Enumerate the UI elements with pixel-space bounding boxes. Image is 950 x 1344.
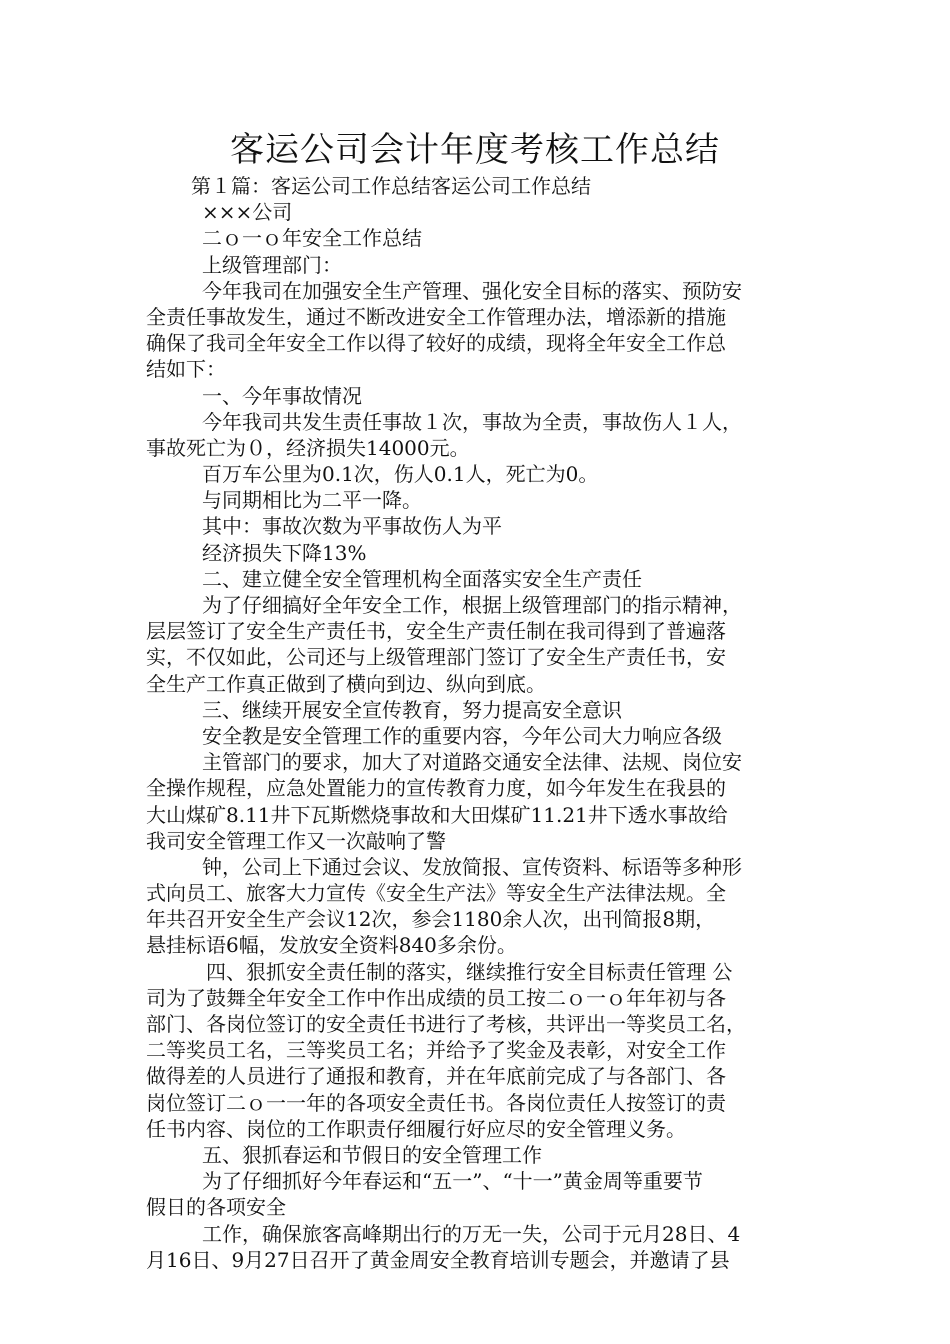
paragraph-line: 经济损失下降13%: [202, 540, 367, 565]
paragraph-line: 二ｏ一ｏ年安全工作总结: [202, 226, 422, 251]
paragraph-line: 大山煤矿8.11井下瓦斯燃烧事故和大田煤矿11.21井下透水事故给: [146, 802, 728, 827]
paragraph-line: 假日的各项安全: [146, 1195, 286, 1220]
section-heading: 三、继续开展安全宣传教育，努力提高安全意识: [202, 697, 622, 722]
paragraph-line: 全生产工作真正做到了横向到边、纵向到底。: [146, 671, 546, 696]
paragraph-line: 二等奖员工名，三等奖员工名；并给予了奖金及表彰，对安全工作: [146, 1038, 726, 1063]
paragraph-line: 为了仔细搞好全年安全工作，根据上级管理部门的指示精神，: [202, 593, 742, 617]
paragraph-line: 月16日、9月27日召开了黄金周安全教育培训专题会，并邀请了县: [146, 1247, 730, 1272]
paragraph-line: 年共召开安全生产会议12次，参会1180余人次，出刊简报8期，: [146, 907, 716, 932]
paragraph-line: 部门、各岗位签订的安全责任书进行了考核，共评出一等奖员工名，: [146, 1012, 746, 1036]
paragraph-line: 任书内容、岗位的工作职责仔细履行好应尽的安全管理义务。: [146, 1116, 686, 1141]
paragraph-line: 安全教是安全管理工作的重要内容，今年公司大力响应各级: [202, 723, 722, 748]
section-heading: 五、狠抓春运和节假日的安全管理工作: [202, 1142, 542, 1167]
paragraph-line: 工作，确保旅客高峰期出行的万无一失，公司于元月28日、4: [202, 1221, 741, 1246]
paragraph-line: 确保了我司全年安全工作以得了较好的成绩，现将全年安全工作总: [146, 331, 726, 356]
paragraph-line: 今年我司共发生责任事故１次，事故为全责，事故伤人１人，: [202, 409, 742, 434]
paragraph-line: 全操作规程，应急处置能力的宣传教育力度，如今年发生在我县的: [146, 776, 726, 801]
paragraph-line: 其中：事故次数为平事故伤人为平: [202, 514, 502, 539]
section-heading: 四、狠抓安全责任制的落实，继续推行安全目标责任管理 公: [206, 959, 733, 984]
paragraph-line: 式向员工、旅客大力宣传《安全生产法》等安全生产法律法规。全: [146, 881, 726, 906]
paragraph-line: 结如下：: [146, 357, 226, 382]
paragraph-line: 第１篇：客运公司工作总结客运公司工作总结: [191, 174, 591, 198]
paragraph-line: 钟，公司上下通过会议、发放简报、宣传资料、标语等多种形: [202, 854, 742, 879]
paragraph-line: 全责任事故发生，通过不断改进安全工作管理办法，增添新的措施: [146, 304, 726, 329]
paragraph-line: 今年我司在加强安全生产管理、强化安全目标的落实、预防安: [202, 278, 742, 303]
paragraph-line: 为了仔细抓好今年春运和“五一”、“十一”黄金周等重要节: [202, 1169, 703, 1194]
paragraph-line: 悬挂标语6幅，发放安全资料840多余份。: [146, 933, 517, 958]
paragraph-line: 百万车公里为0.1次，伤人0.1人，死亡为0。: [202, 462, 599, 487]
paragraph-line: 上级管理部门：: [202, 252, 342, 277]
paragraph-line: 与同期相比为二平一降。: [202, 488, 422, 513]
document-title: 客运公司会计年度考核工作总结: [230, 130, 720, 170]
paragraph-line: 层层签订了安全生产责任书，安全生产责任制在我司得到了普遍落: [146, 619, 726, 644]
paragraph-line: 岗位签订二ｏ一一年的各项安全责任书。各岗位责任人按签订的责: [146, 1090, 726, 1115]
paragraph-line: 做得差的人员进行了通报和教育，并在年底前完成了与各部门、各: [146, 1064, 726, 1089]
paragraph-line: 主管部门的要求，加大了对道路交通安全法律、法规、岗位安: [202, 750, 742, 775]
paragraph-line: 实，不仅如此，公司还与上级管理部门签订了安全生产责任书，安: [146, 645, 726, 670]
paragraph-line: ×××公司: [202, 200, 293, 225]
paragraph-line: 我司安全管理工作又一次敲响了警: [146, 828, 446, 853]
paragraph-line: 司为了鼓舞全年安全工作中作出成绩的员工按二ｏ一ｏ年年初与各: [146, 985, 726, 1010]
document-body: [146, 173, 816, 1273]
section-heading: 一、今年事故情况: [202, 383, 362, 408]
section-heading: 二、建立健全安全管理机构全面落实安全生产责任: [202, 566, 642, 591]
paragraph-line: 事故死亡为０，经济损失14000元。: [146, 435, 470, 460]
